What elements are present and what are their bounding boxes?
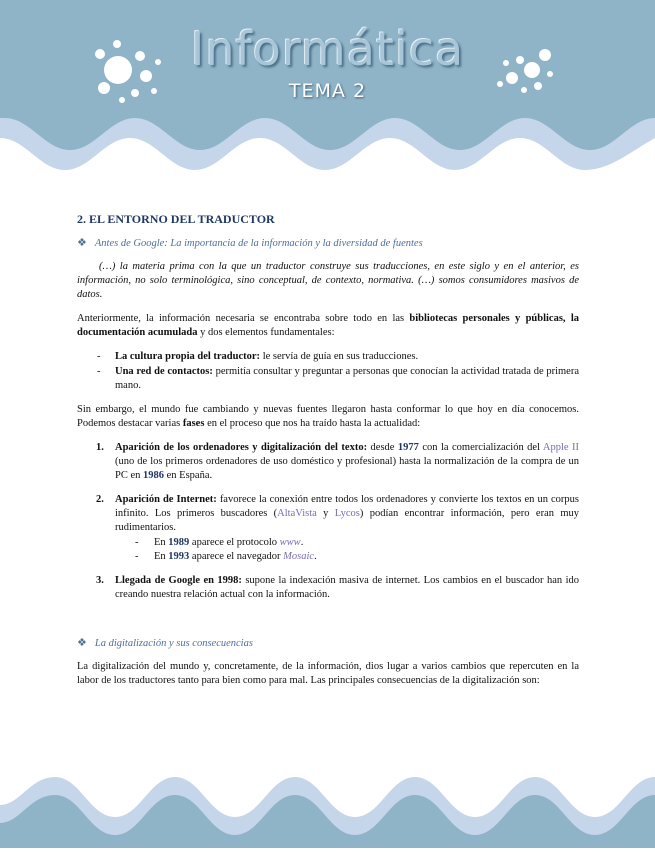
sublist-item bbox=[115, 536, 579, 550]
footer-wave-graphic bbox=[0, 765, 655, 848]
dash-marker: - bbox=[97, 366, 101, 377]
dash-marker: - bbox=[97, 351, 101, 362]
phase-text: desde bbox=[367, 442, 398, 453]
quote-end: . bbox=[99, 289, 103, 300]
phase-text: supone la indexación masiva de internet. Los cambios en el buscador han ido creando nuestra relación actual con la información. bbox=[115, 575, 579, 600]
internet-sublist bbox=[115, 536, 579, 564]
phase-number: 3. bbox=[96, 575, 104, 586]
phase-text: (uno de los primeros ordenadores de uso doméstico y profesional) hasta la normalización de la compra de un PC en bbox=[115, 456, 579, 481]
p2-text-c: en el proceso que nos ha traído hasta la actualidad: bbox=[204, 418, 421, 429]
list-item-bold: Una red de contactos: bbox=[115, 366, 213, 377]
sub-text: aparece el navegador bbox=[189, 551, 284, 562]
sub-text: En bbox=[154, 551, 169, 562]
p1-bold: bibliotecas personales y públicas, la documentación acumulada bbox=[77, 313, 579, 338]
p1-text-a: Anteriormente, la información necesaria se encontraba sobre todo en las bbox=[77, 313, 410, 324]
dash-marker: - bbox=[135, 551, 139, 562]
diamond-bullet-icon: ❖ bbox=[77, 237, 87, 249]
phase-text: ) podían encontrar información, pero eran muy rudimentarios. bbox=[115, 508, 579, 533]
diamond-bullet-icon: ❖ bbox=[77, 637, 87, 649]
page-footer bbox=[0, 765, 655, 848]
year-highlight: 1977 bbox=[397, 442, 419, 453]
paragraph-previous-sources bbox=[77, 312, 579, 340]
sub-text: aparece el protocolo bbox=[189, 537, 280, 548]
phases-list bbox=[77, 441, 579, 602]
list-item-text: permitía consultar y preguntar a personas que conocían la actividad tratada de primera mano. bbox=[115, 366, 579, 391]
phase-title: Aparición de los ordenadores y digitalización del texto: bbox=[115, 442, 368, 453]
header-subtitle: TEMA 2 bbox=[288, 80, 367, 102]
year-highlight: 1993 bbox=[168, 551, 190, 562]
quote-text-3: de datos bbox=[77, 275, 579, 300]
sub-text: . bbox=[314, 551, 317, 562]
year-highlight: 1989 bbox=[168, 537, 190, 548]
quote-paragraph bbox=[77, 260, 579, 302]
subheading-digitalization bbox=[77, 636, 579, 651]
phase-number: 2. bbox=[96, 494, 104, 505]
list-item bbox=[77, 350, 579, 364]
list-item-bold: La cultura propia del traductor: bbox=[115, 351, 261, 362]
list-item-text: le servía de guía en sus traducciones. bbox=[260, 351, 419, 362]
year-highlight: 1986 bbox=[143, 470, 165, 481]
p2-bold: fases bbox=[182, 418, 205, 429]
phase-title: Aparición de Internet: bbox=[115, 494, 217, 505]
phase-item-3 bbox=[77, 574, 579, 602]
subheading-text: La digitalización y sus consecuencias bbox=[94, 638, 253, 649]
apple-ii-link[interactable]: Apple II bbox=[542, 442, 579, 453]
phase-item-2 bbox=[77, 493, 579, 564]
section-heading: 2. EL ENTORNO DEL TRADUCTOR bbox=[77, 212, 275, 226]
paragraph-phases-intro bbox=[77, 403, 579, 431]
p1-text-c: y dos elementos fundamentales: bbox=[197, 327, 335, 338]
sub-text: . bbox=[300, 537, 304, 548]
mosaic-link[interactable]: Mosaic bbox=[283, 551, 315, 562]
phase-text: en España. bbox=[164, 470, 213, 481]
paragraph-digitalization: La digitalización del mundo y, concretamente, de la información, dios lugar a varios cambios que repercuten en la labor de los traductores tanto para bien como para mal. Las principales consecuencias de la digitalización son: bbox=[77, 661, 579, 686]
subheading-before-google bbox=[77, 236, 579, 251]
phase-text: favorece la conexión entre todos los ordenadores y convierte los textos en un corpus infinito. Los primeros buscadores ( bbox=[115, 494, 580, 519]
quote-text-1: (…) la materia prima con la que un traductor construye sus traducciones, en este siglo y en el anterior, es información, no solo terminológica, sino conceptual, de contexto, normativa bbox=[77, 261, 579, 286]
fundamentals-list bbox=[77, 350, 579, 393]
phase-number: 1. bbox=[96, 442, 104, 453]
list-item bbox=[77, 365, 579, 393]
phase-item-1 bbox=[77, 441, 579, 483]
phase-title: Llegada de Google en 1998: bbox=[115, 575, 242, 586]
dash-marker: - bbox=[135, 537, 139, 548]
page-header bbox=[0, 0, 655, 200]
quote-text-2: . (…) somos consumidores masivos bbox=[411, 275, 565, 286]
phase-text: y bbox=[316, 508, 335, 519]
lycos-link[interactable]: Lycos bbox=[334, 508, 360, 519]
sub-text: En bbox=[154, 537, 169, 548]
p2-text-a: Sin embargo, el mundo fue cambiando y nuevas fuentes llegaron hasta conformar lo que hoy en día conocemos. Podemos destacar varias bbox=[77, 404, 579, 429]
header-title: Informática bbox=[190, 22, 465, 76]
subheading-text: Antes de Google: La importancia de la información y la diversidad de fuentes bbox=[94, 238, 423, 249]
document-body bbox=[77, 212, 579, 698]
sublist-item bbox=[115, 550, 579, 564]
phase-text: con la comercialización del bbox=[418, 442, 543, 453]
www-link[interactable]: www bbox=[279, 537, 301, 548]
altavista-link[interactable]: AltaVista bbox=[277, 508, 317, 519]
spacer bbox=[77, 612, 579, 636]
